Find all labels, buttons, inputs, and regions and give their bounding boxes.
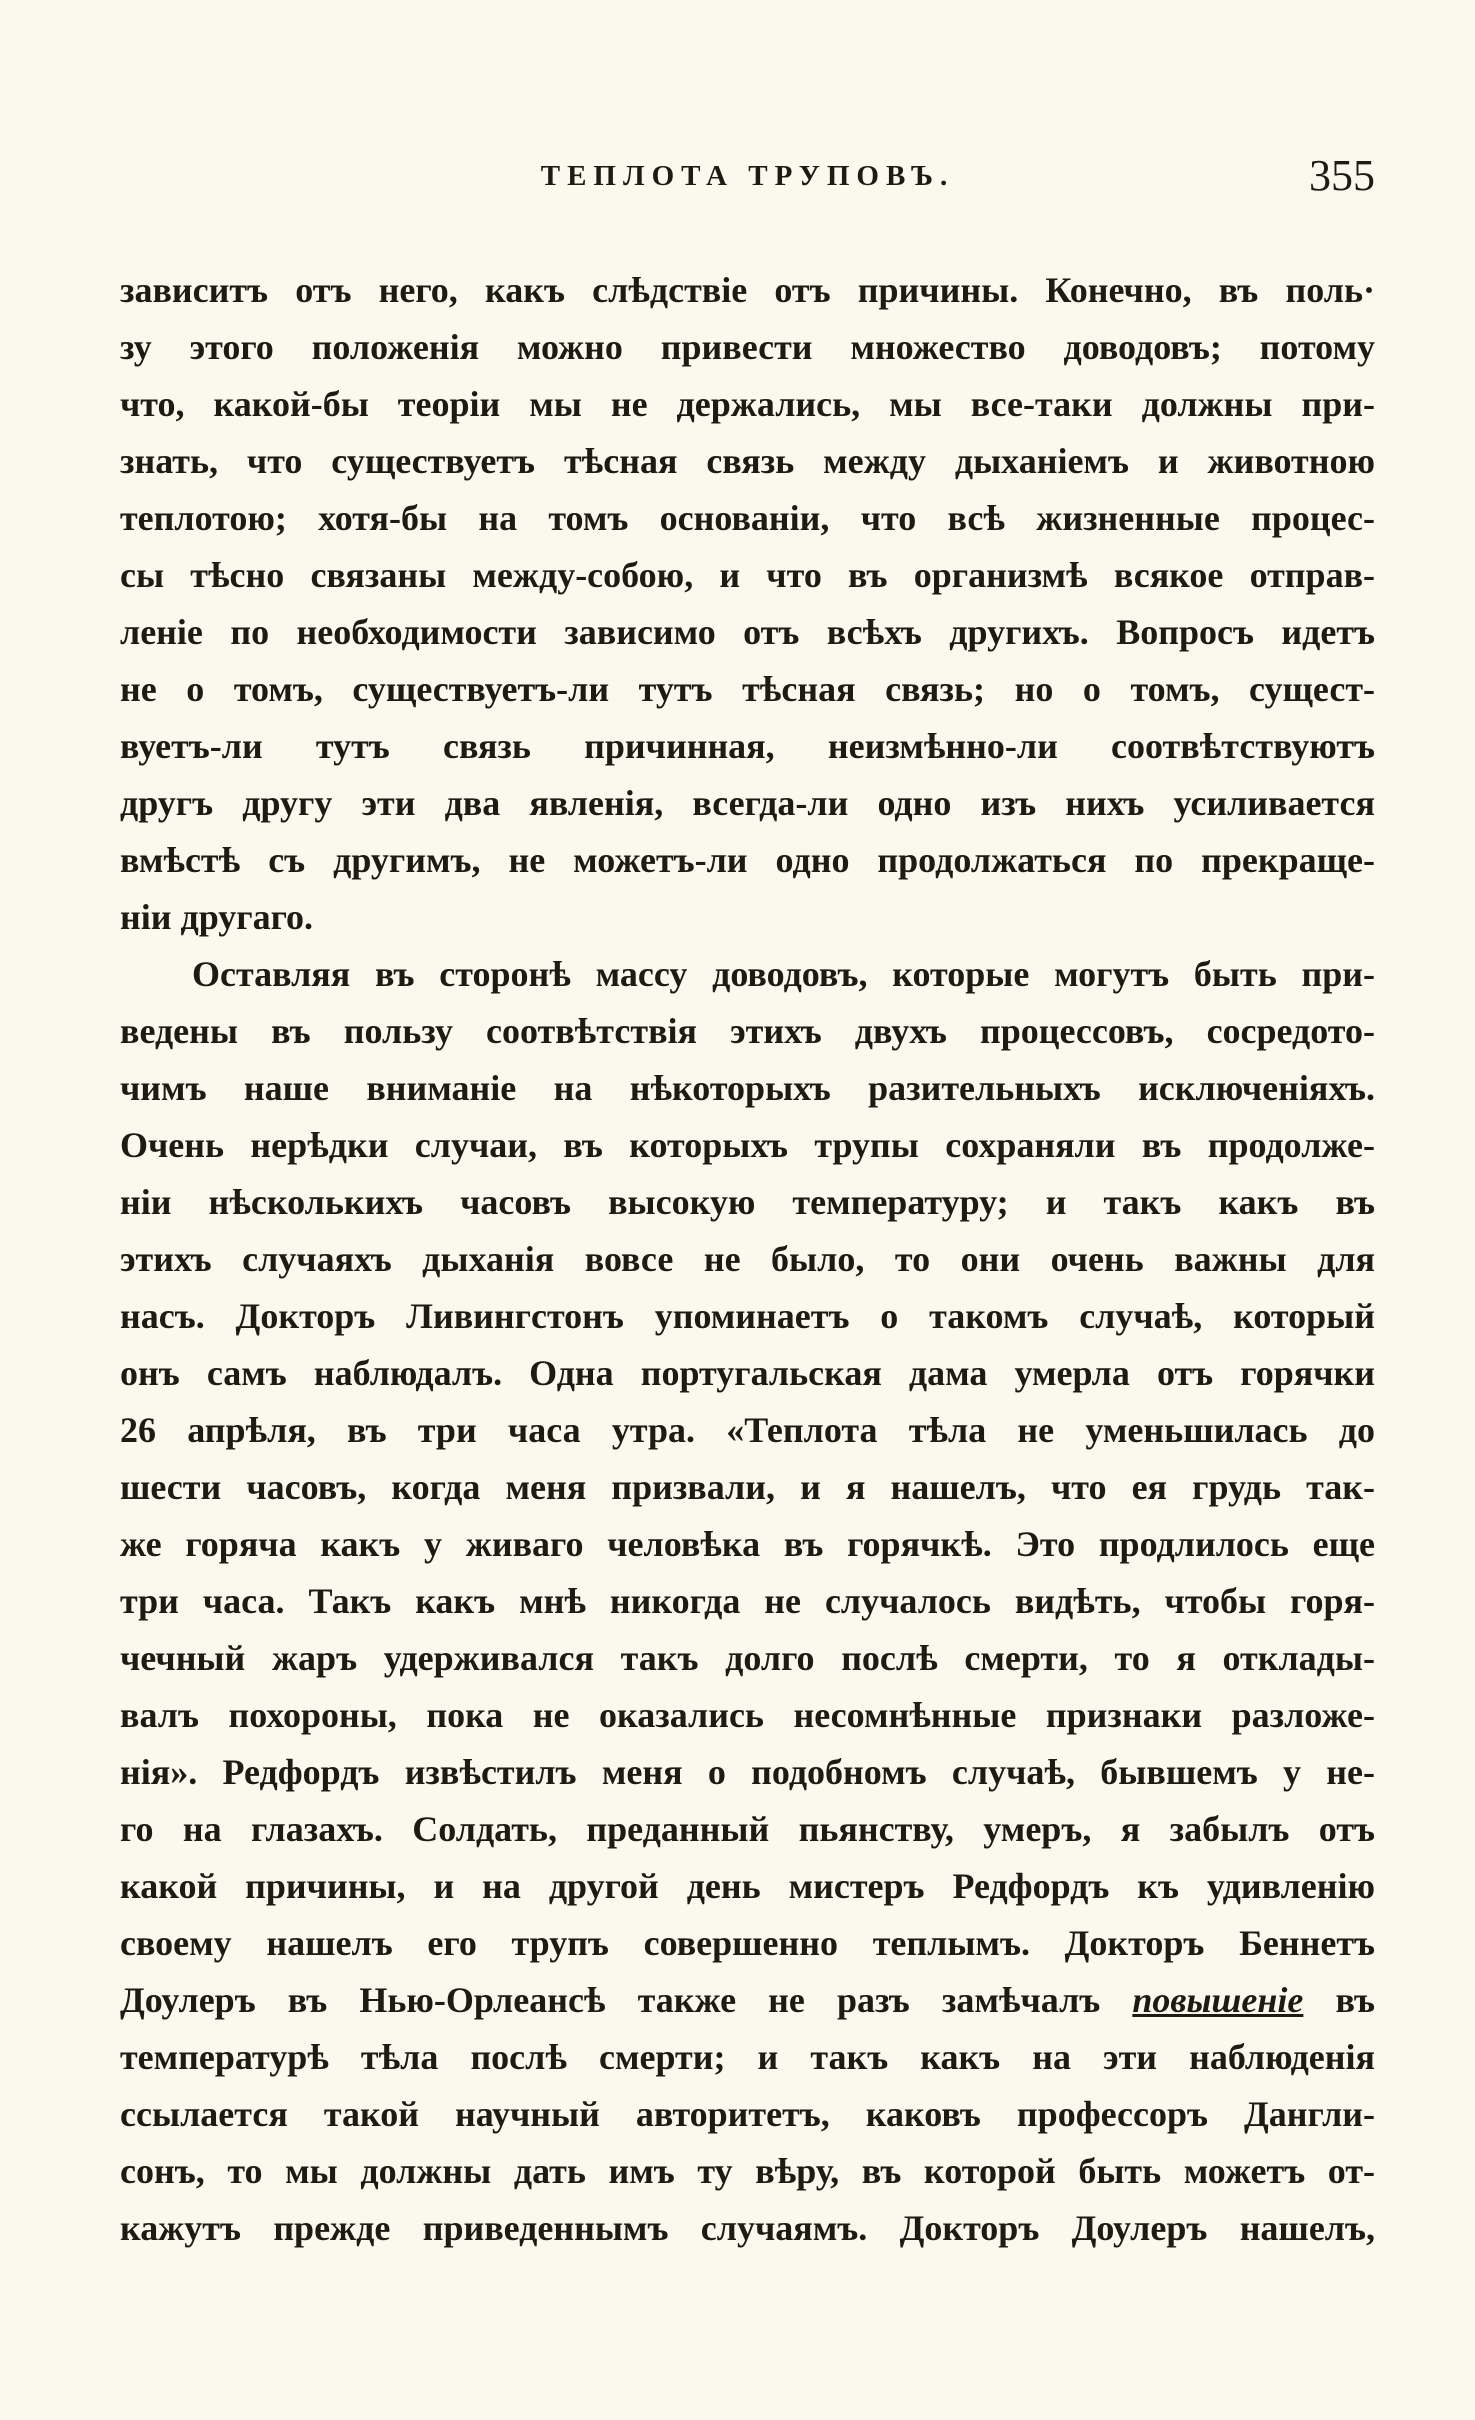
text-line: что, какой-бы теоріи мы не держались, мы все-таки должны при- [120,384,1375,424]
text-line: зависитъ отъ него, какъ слѣдствіе отъ причины. Конечно, въ поль· [120,270,1375,310]
text-line: же горяча какъ у живаго человѣка въ горячкѣ. Это продлилось еще [120,1524,1375,1564]
text-line: ведены въ пользу соотвѣтствія этихъ двухъ процессовъ, сосредото- [120,1011,1375,1051]
text-line: ніи нѣсколькихъ часовъ высокую температуру; и такъ какъ въ [120,1182,1375,1222]
text-line: температурѣ тѣла послѣ смерти; и такъ какъ на эти наблюденія [120,2037,1375,2077]
paragraph-2 [120,946,1375,2257]
text-line: чечный жаръ удерживался такъ долго послѣ смерти, то я отклады- [120,1638,1375,1678]
body-text [120,262,1375,2257]
text-line: нія». Редфордъ извѣстилъ меня о подобномъ случаѣ, бывшемъ у не- [120,1752,1375,1792]
running-title: ТЕПЛОТА ТРУПОВЪ. [540,160,955,192]
text-line: леніе по необходимости зависимо отъ всѣхъ другихъ. Вопросъ идетъ [120,612,1375,652]
text-line: ссылается такой научный авторитетъ, каковъ профессоръ Дангли- [120,2094,1375,2134]
text-line: го на глазахъ. Солдать, преданный пьянству, умеръ, я забылъ отъ [120,1809,1375,1849]
page-number: 355 [1309,151,1375,200]
text-line: три часа. Такъ какъ мнѣ никогда не случалось видѣть, чтобы горя- [120,1581,1375,1621]
text-line: 26 апрѣля, въ три часа утра. «Теплота тѣла не уменьшилась до [120,1410,1375,1450]
text-line: вуетъ-ли тутъ связь причинная, неизмѣнно-ли соотвѣтствуютъ [120,726,1375,766]
text-line: сы тѣсно связаны между-собою, и что въ организмѣ всякое отправ- [120,555,1375,595]
text-line: другъ другу эти два явленія, всегда-ли одно изъ нихъ усиливается [120,783,1375,823]
paragraph-1 [120,262,1375,946]
text-line: сонъ, то мы должны дать имъ ту вѣру, въ которой быть можетъ от- [120,2151,1375,2191]
text-line: не о томъ, существуетъ-ли тутъ тѣсная связь; но о томъ, сущест- [120,669,1375,709]
emphasized-word: повышеніе [1132,1980,1304,2020]
text-line: вмѣстѣ съ другимъ, не можетъ-ли одно продолжаться по прекраще- [120,840,1375,880]
text-line: насъ. Докторъ Ливингстонъ упоминаетъ о такомъ случаѣ, который [120,1296,1375,1336]
text-line: Оставляя въ сторонѣ массу доводовъ, которые могутъ быть при- [192,954,1375,994]
text-line: своему нашелъ его трупъ совершенно теплымъ. Докторъ Беннетъ [120,1923,1375,1963]
text-segment: Доулеръ въ Нью-Орлеансѣ также не разъ замѣчалъ [120,1980,1133,2020]
text-line-with-emphasis [120,1972,1375,2029]
text-line: онъ самъ наблюдалъ. Одна португальская дама умерла отъ горячки [120,1353,1375,1393]
text-line: этихъ случаяхъ дыханія вовсе не было, то они очень важны для [120,1239,1375,1279]
text-line: ніи другаго. [120,897,314,937]
text-line: кажутъ прежде приведеннымъ случаямъ. Докторъ Доулеръ нашелъ, [120,2208,1375,2248]
text-line: зу этого положенія можно привести множество доводовъ; потому [120,327,1375,367]
text-line: теплотою; хотя-бы на томъ основаніи, что всѣ жизненные процес- [120,498,1375,538]
text-line: какой причины, и на другой день мистеръ Редфордъ къ удивленію [120,1866,1375,1906]
text-line: Очень нерѣдки случаи, въ которыхъ трупы сохраняли въ продолже- [120,1125,1375,1165]
text-line: валъ похороны, пока не оказались несомнѣнные признаки разложе- [120,1695,1375,1735]
text-line: шести часовъ, когда меня призвали, и я нашелъ, что ея грудь так- [120,1467,1375,1507]
text-line: чимъ наше вниманіе на нѣкоторыхъ разительныхъ исключеніяхъ. [120,1068,1375,1108]
text-line: знать, что существуетъ тѣсная связь между дыханіемъ и животною [120,441,1375,481]
text-segment: въ [1303,1980,1375,2020]
page-header [120,150,1375,210]
